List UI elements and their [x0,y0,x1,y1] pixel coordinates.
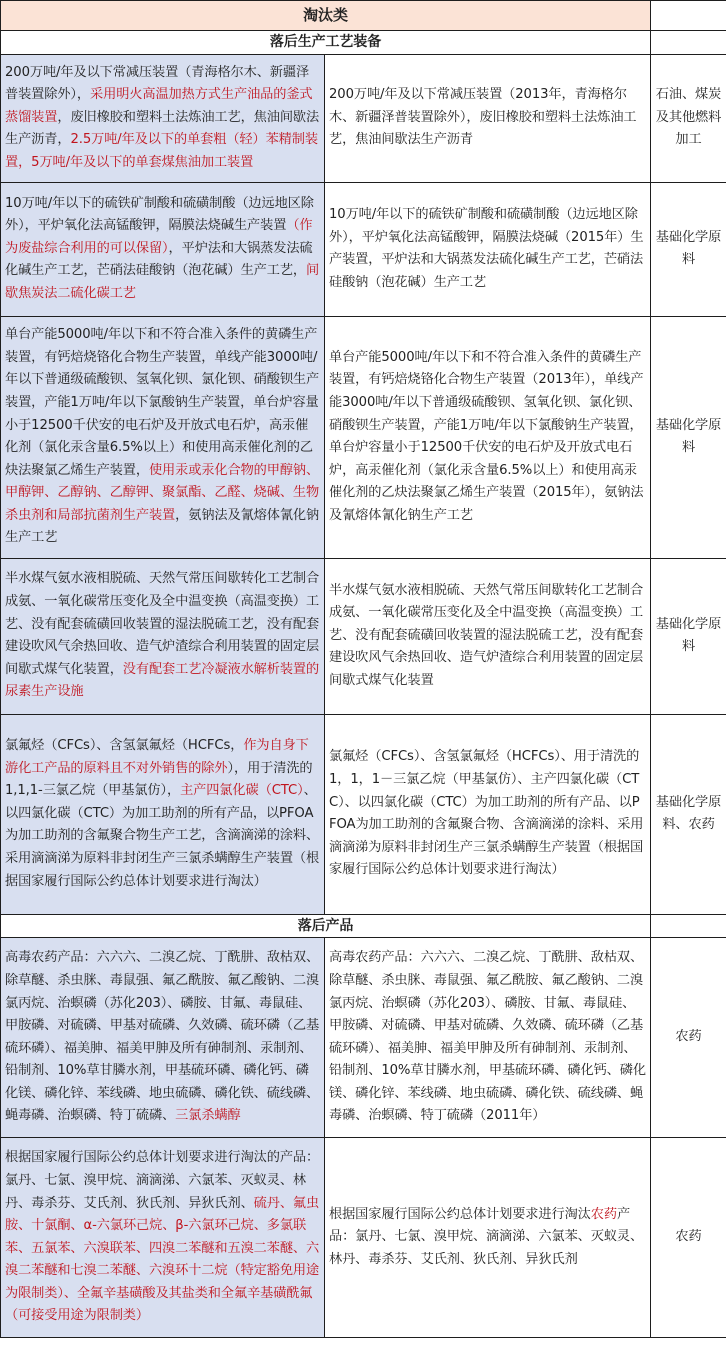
table-row [1,54,726,182]
category-cell: 农药 [651,1138,726,1338]
new-version-cell: 根据国家履行国际公约总体计划要求进行淘汰农药产品：氯丹、七氯、溴甲烷、滴滴涕、六氯苯、灭蚁灵、林丹、毒杀芬、艾氏剂、狄氏剂、异狄氏剂 [325,1138,651,1338]
table-row [1,558,726,714]
title-row [1,1,726,31]
table-row [1,1138,726,1338]
section-row-process [1,31,726,55]
old-version-cell: 氯氟烃（CFCs）、含氢氯氟烃（HCFCs，作为自身下游化工产品的原料且不对外销售的除外），用于清洗的1,1,1-三氯乙烷（甲基氯仿），主产四氯化碳（CTC）、以四氯化碳（CTC）为加工助剂的所有产品，以PFOA为加工助剂的含氟聚合物生产工艺，含滴滴涕的涂料、采用滴滴涕为原料非封闭生产三氯杀螨醇生产装置（根据国家履行国际公约总体计划要求进行淘汰） [1,714,325,914]
category-cell: 基础化学原料、农药 [651,714,726,914]
new-version-cell: 半水煤气氨水液相脱硫、天然气常压间歇转化工艺制合成氨、一氧化碳常压变化及全中温变换（高温变换）工艺、没有配套硫磺回收装置的湿法脱硫工艺，没有配套建设吹风气余热回收、造气炉渣综合利用装置的固定层间歇式煤气化装置 [325,558,651,714]
table-row [1,714,726,914]
section-row-product [1,914,726,938]
category-cell: 基础化学原料 [651,558,726,714]
new-version-cell: 200万吨/年及以下常减压装置（2013年，青海格尔木、新疆泽普装置除外），废旧橡胶和塑料土法炼油工艺，焦油间歇法生产沥青 [325,54,651,182]
old-version-cell: 根据国家履行国际公约总体计划要求进行淘汰的产品：氯丹、七氯、溴甲烷、滴滴涕、六氯苯、灭蚁灵、林丹、毒杀芬、艾氏剂、狄氏剂、异狄氏剂、硫丹、氟虫胺、十氯酮、α-六氯环己烷、β-六氯环己烷、多氯联苯、五氯苯、六溴联苯、四溴二苯醚和五溴二苯醚、六溴二苯醚和七溴二苯醚、六溴环十二烷（特定豁免用途为限制类）、全氟辛基磺酸及其盐类和全氟辛基磺酰氟（可接受用途为限制类） [1,1138,325,1338]
table-title: 淘汰类 [1,1,651,31]
table-row [1,938,726,1138]
table-row [1,316,726,558]
new-version-cell: 高毒农药产品：六六六、二溴乙烷、丁酰肼、敌枯双、除草醚、杀虫脒、毒鼠强、氟乙酰胺、氟乙酸钠、二溴氯丙烷、治螟磷（苏化203）、磷胺、甘氟、毒鼠硅、甲胺磷、对硫磷、甲基对硫磷、久效磷、硫环磷（乙基硫环磷）、福美胂、福美甲胂及所有砷制剂、汞制剂、铅制剂、10%草甘膦水剂，甲基硫环磷、磷化钙、磷化镁、磷化锌、苯线磷、地虫硫磷、磷化铁、硫线磷、蝇毒磷、治螟磷、特丁硫磷（2011年） [325,938,651,1138]
section-side-cell [651,31,726,55]
new-version-cell: 氯氟烃（CFCs）、含氢氯氟烃（HCFCs）、用于清洗的1，1，1－三氯乙烷（甲基氯仿）、主产四氯化碳（CTC）、以四氯化碳（CTC）为加工助剂的所有产品、以PFOA为加工助剂的含氟聚合物、含滴滴涕的涂料、采用滴滴涕为原料非封闭生产三氯杀螨醇生产装置（根据国家履行国际公约总体计划要求进行淘汰） [325,714,651,914]
old-version-cell: 200万吨/年及以下常减压装置（青海格尔木、新疆泽普装置除外），采用明火高温加热方式生产油品的釜式蒸馏装置，废旧橡胶和塑料土法炼油工艺，焦油间歇法生产沥青，2.5万吨/年及以下的单套粗（轻）苯精制装置，5万吨/年及以下的单套煤焦油加工装置 [1,54,325,182]
category-cell: 石油、煤炭及其他燃料加工 [651,54,726,182]
old-version-cell: 高毒农药产品：六六六、二溴乙烷、丁酰肼、敌枯双、除草醚、杀虫脒、毒鼠强、氟乙酰胺、氟乙酸钠、二溴氯丙烷、治螟磷（苏化203）、磷胺、甘氟、毒鼠硅、甲胺磷、对硫磷、甲基对硫磷、久效磷、硫环磷（乙基硫环磷）、福美胂、福美甲胂及所有砷制剂、汞制剂、铅制剂、10%草甘膦水剂，甲基硫环磷、磷化钙、磷化镁、磷化锌、苯线磷、地虫硫磷、磷化铁、硫线磷、蝇毒磷、治螟磷、特丁硫磷、三氯杀螨醇 [1,938,325,1138]
section-side-cell [651,914,726,938]
title-side-cell [651,1,726,31]
table-row [1,182,726,316]
old-version-cell: 10万吨/年以下的硫铁矿制酸和硫磺制酸（边远地区除外），平炉氧化法高锰酸钾，隔膜法烧碱生产装置（作为废盐综合利用的可以保留），平炉法和大锅蒸发法硫化碱生产工艺，芒硝法硅酸钠（泡花碱）生产工艺，间歇焦炭法二硫化碳工艺 [1,182,325,316]
category-cell: 基础化学原料 [651,316,726,558]
new-version-cell: 10万吨/年以下的硫铁矿制酸和硫磺制酸（边远地区除外），平炉氧化法高锰酸钾，隔膜法烧碱（2015年）生产装置，平炉法和大锅蒸发法硫化碱生产工艺，芒硝法硅酸钠（泡花碱）生产工艺 [325,182,651,316]
old-version-cell: 单台产能5000吨/年以下和不符合准入条件的黄磷生产装置，有钙焙烧铬化合物生产装置，单线产能3000吨/年以下普通级硫酸钡、氢氧化钡、氯化钡、硝酸钡生产装置，产能1万吨/年以下氯酸钠生产装置，单台炉容量小于12500千伏安的电石炉及开放式电石炉，高汞催化剂（氯化汞含量6.5%以上）和使用高汞催化剂的乙炔法聚氯乙烯生产装置，使用汞或汞化合物的甲醇钠、甲醇钾、乙醇钠、乙醇钾、聚氯酯、乙醛、烧碱、生物杀虫剂和局部抗菌剂生产装置，氨钠法及氰熔体氰化钠生产工艺 [1,316,325,558]
section-heading-product: 落后产品 [1,914,651,938]
section-heading-process: 落后生产工艺装备 [1,31,651,55]
new-version-cell: 单台产能5000吨/年以下和不符合准入条件的黄磷生产装置，有钙焙烧铬化合物生产装置（2013年），单线产能3000吨/年以下普通级硫酸钡、氢氧化钡、氯化钡、硝酸钡生产装置，产能1万吨/年以下氯酸钠生产装置，单台炉容量小于12500千伏安的电石炉及开放式电石炉，高汞催化剂（氯化汞含量6.5%以上）和使用高汞催化剂的乙炔法聚氯乙烯生产装置（2015年），氨钠法及氰熔体氰化钠生产工艺 [325,316,651,558]
old-version-cell: 半水煤气氨水液相脱硫、天然气常压间歇转化工艺制合成氨、一氧化碳常压变化及全中温变换（高温变换）工艺、没有配套硫磺回收装置的湿法脱硫工艺，没有配套建设吹风气余热回收、造气炉渣综合利用装置的固定层间歇式煤气化装置，没有配套工艺冷凝液水解析装置的尿素生产设施 [1,558,325,714]
category-cell: 基础化学原料 [651,182,726,316]
category-cell: 农药 [651,938,726,1138]
